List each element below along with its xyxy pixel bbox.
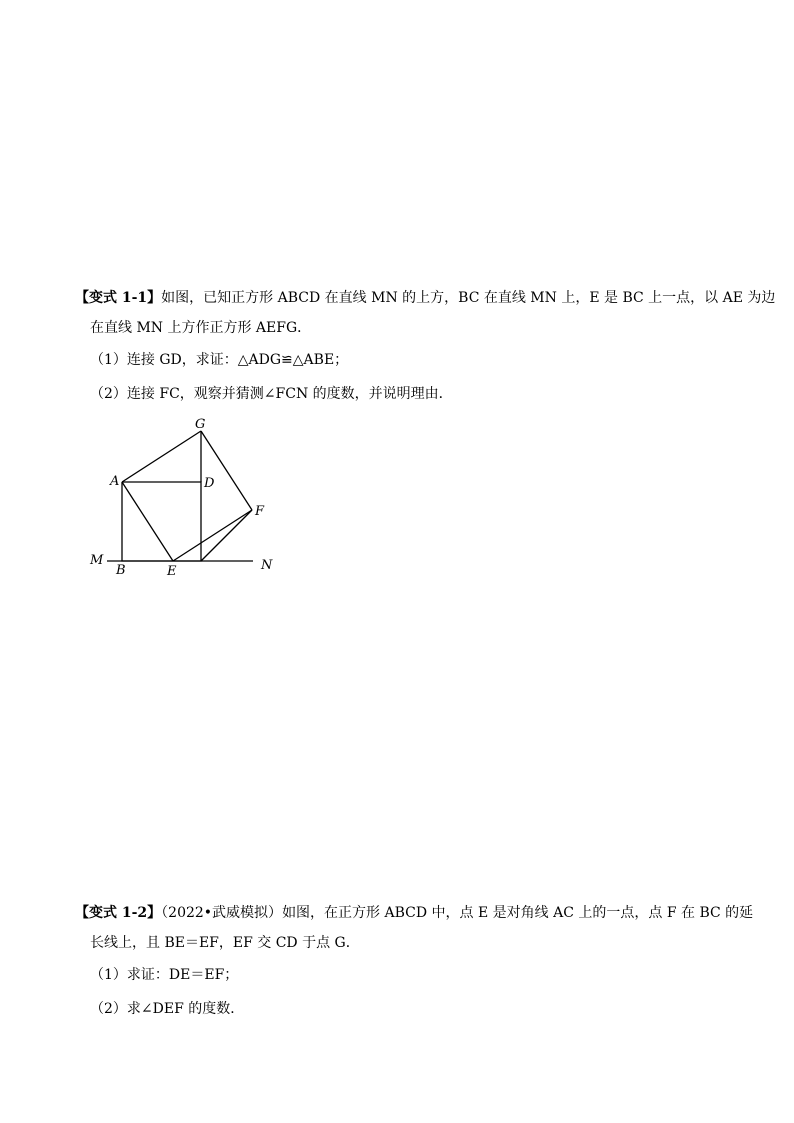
problem-1-tag: 【变式 1-1】 (75, 290, 162, 306)
problem-1-statement-line-1 (75, 288, 775, 308)
label-N: N (261, 558, 273, 573)
segment-EF (173, 510, 252, 561)
label-F: F (255, 504, 265, 519)
problem-2-tag: 【变式 1-2】 (75, 905, 162, 921)
problem-2-statement-line-1 (75, 903, 753, 923)
problem-2-source: （2022•武威模拟） (161, 905, 283, 921)
label-G: G (195, 417, 206, 432)
problem-1-text-1: 如图，已知正方形 ABCD 在直线 MN 的上方，BC 在直线 MN 上，E 是 BC 上一点，以 AE 为边 (161, 290, 776, 306)
problem-2-statement-line-2: 长线上，且 BE＝EF，EF 交 CD 于点 G． (90, 935, 360, 951)
label-E: E (167, 564, 177, 579)
square-ABCD (122, 482, 201, 561)
label-B: B (116, 563, 126, 578)
problem-2-text-1: 如图，在正方形 ABCD 中，点 E 是对角线 AC 上的一点，点 F 在 BC 的延 (282, 905, 754, 921)
problem-2-question-2: （2）求∠DEF 的度数． (90, 1001, 245, 1017)
problem-1-question-2: （2）连接 FC，观察并猜测∠FCN 的度数，并说明理由． (90, 386, 453, 402)
segment-AE (122, 482, 173, 561)
segment-FG (201, 431, 252, 510)
problem-1-statement-line-2: 在直线 MN 上方作正方形 AEFG． (90, 320, 312, 336)
segment-FC (201, 510, 252, 561)
label-D: D (204, 476, 215, 491)
segment-GA (122, 431, 201, 482)
problem-1-question-1: （1）连接 GD，求证：△ADG≌△ABE； (90, 352, 349, 368)
geometry-figure-squares (85, 412, 285, 587)
label-M: M (90, 553, 104, 568)
problem-2-question-1: （1）求证：DE＝EF； (90, 967, 239, 983)
label-A: A (110, 474, 120, 489)
